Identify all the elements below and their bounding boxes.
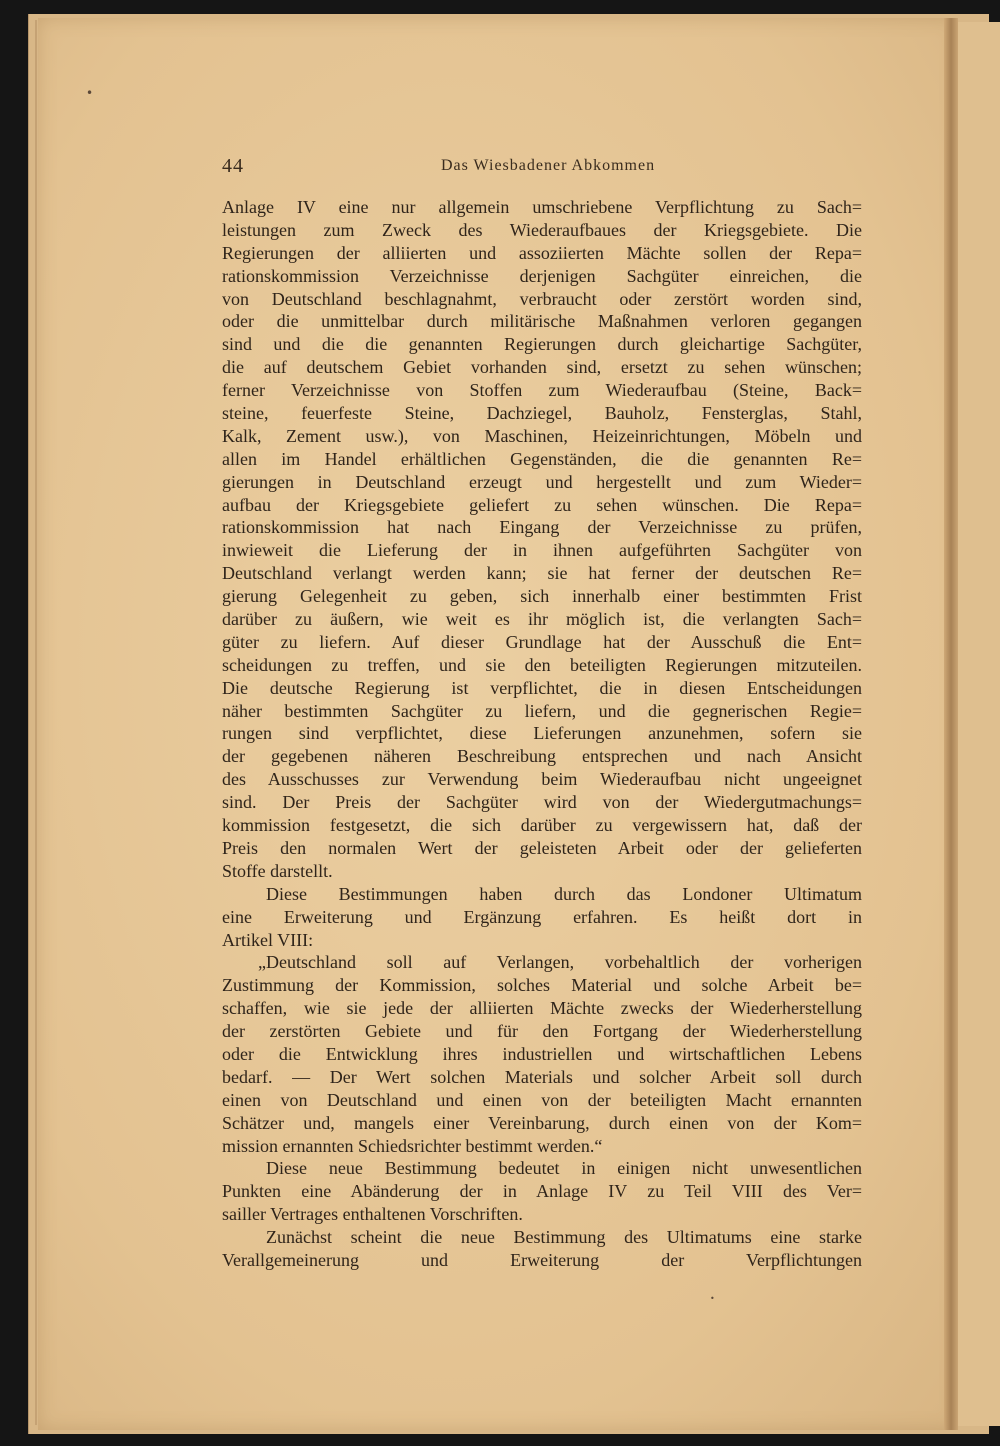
text-line: der zerstörten Gebiete und für den Fortgang der Wiederherstellung — [222, 1021, 862, 1042]
paper-speck: • — [86, 86, 94, 100]
text-line: kommission festgesetzt, die sich darüber zu vergewissern hat, daß der — [222, 815, 862, 836]
page-number: 44 — [222, 155, 244, 177]
text-line: von Deutschland beschlagnahmt, verbraucht oder zerstört worden sind, — [222, 288, 862, 309]
body-text — [222, 196, 862, 1272]
text-line: oder die unmittelbar durch militärische Maßnahmen verloren gegangen — [222, 311, 862, 332]
text-line: mission ernannten Schiedsrichter bestimmt werden.“ — [222, 1135, 603, 1156]
text-line: gierungen in Deutschland erzeugt und hergestellt und zum Wieder= — [222, 471, 862, 492]
text-line: allen im Handel erhältlichen Gegenständen, die die genannten Re= — [222, 448, 862, 469]
text-line: „Deutschland soll auf Verlangen, vorbehaltlich der vorherigen — [258, 952, 862, 973]
text-line: einen von Deutschland und einen von der beteiligten Macht ernannten — [222, 1089, 862, 1110]
text-line: darüber zu äußern, wie weit es ihr möglich ist, die verlangten Sach= — [222, 609, 862, 630]
text-line: schaffen, wie sie jede der alliierten Mächte zwecks der Wiederherstellung — [222, 998, 862, 1019]
text-line: sind. Der Preis der Sachgüter wird von der Wiedergutmachungs= — [222, 792, 862, 813]
text-line: güter zu liefern. Auf dieser Grundlage hat der Ausschuß die Ent= — [222, 631, 862, 652]
text-line: sailler Vertrages enthaltenen Vorschriften. — [222, 1204, 523, 1225]
text-line: näher bestimmten Sachgüter zu liefern, und die gegnerischen Regie= — [222, 700, 862, 721]
text-line: Stoffe darstellt. — [222, 860, 333, 881]
text-line: Verallgemeinerung und Erweiterung der Verpflichtungen — [222, 1249, 862, 1270]
text-line: der gegebenen näheren Beschreibung entsprechen und nach Ansicht — [222, 746, 862, 767]
text-line: Diese Bestimmungen haben durch das Londoner Ultimatum — [266, 883, 862, 904]
text-line: des Ausschusses zur Verwendung beim Wiederaufbau nicht ungeeignet — [222, 769, 862, 790]
text-line: gierung Gelegenheit zu geben, sich innerhalb einer bestimmten Frist — [222, 586, 862, 607]
text-line: aufbau der Kriegsgebiete geliefert zu sehen wünschen. Die Repa= — [222, 494, 862, 515]
text-line: ferner Verzeichnisse von Stoffen zum Wiederaufbau (Steine, Back= — [222, 380, 862, 401]
text-line: sind und die die genannten Regierungen durch gleichartige Sachgüter, — [222, 334, 862, 355]
text-line: Diese neue Bestimmung bedeutet in einigen nicht unwesentlichen — [266, 1158, 862, 1179]
text-line: steine, feuerfeste Steine, Dachziegel, Bauholz, Fensterglas, Stahl, — [222, 403, 862, 424]
book-gutter — [944, 18, 958, 1430]
text-line: rationskommission Verzeichnisse derjenigen Sachgüter einreichen, die — [222, 265, 862, 286]
text-line: Die deutsche Regierung ist verpflichtet, die in diesen Entscheidungen — [222, 677, 862, 698]
text-line: Schätzer und, mangels einer Vereinbarung, durch einen von der Kom= — [222, 1112, 862, 1133]
text-line: eine Erweiterung und Ergänzung erfahren. Es heißt dort in — [222, 906, 862, 927]
page-header — [222, 155, 862, 179]
facing-page-edge — [958, 22, 1000, 1426]
text-line: Zustimmung der Kommission, solches Material und solche Arbeit be= — [222, 975, 862, 996]
text-line: inwieweit die Lieferung der in ihnen aufgeführten Sachgüter von — [222, 540, 862, 561]
text-line: Artikel VIII: — [222, 929, 314, 950]
text-line: Preis den normalen Wert der geleisteten Arbeit oder der gelieferten — [222, 837, 862, 858]
text-line: Deutschland verlangt werden kann; sie hat ferner der deutschen Re= — [222, 563, 862, 584]
text-line: die auf deutschem Gebiet vorhanden sind, ersetzt zu sehen wünschen; — [222, 357, 862, 378]
running-title: Das Wiesbadener Abkommen — [440, 157, 656, 174]
text-line: rungen sind verpflichtet, diese Lieferungen anzunehmen, sofern sie — [222, 723, 862, 744]
text-line: Regierungen der alliierten und assoziierten Mächte sollen der Repa= — [222, 242, 862, 263]
text-line: Punkten eine Abänderung der in Anlage IV zu Teil VIII des Ver= — [222, 1181, 862, 1202]
text-line: Anlage IV eine nur allgemein umschriebene Verpflichtung zu Sach= — [222, 197, 862, 217]
text-line: Kalk, Zement usw.), von Maschinen, Heizeinrichtungen, Möbeln und — [222, 425, 862, 446]
text-line: scheidungen zu treffen, und sie den beteiligten Regierungen mitzuteilen. — [222, 654, 862, 675]
text-line: bedarf. — Der Wert solchen Materials und solcher Arbeit soll durch — [222, 1066, 862, 1087]
text-line: oder die Entwicklung ihres industriellen und wirtschaftlichen Lebens — [222, 1043, 862, 1064]
text-line: leistungen zum Zweck des Wiederaufbaues der Kriegsgebiete. Die — [222, 219, 862, 240]
text-line: rationskommission hat nach Eingang der Verzeichnisse zu prüfen, — [222, 517, 862, 538]
text-line: Zunächst scheint die neue Bestimmung des Ultimatums eine starke — [266, 1227, 862, 1248]
paper-speck: • — [710, 1294, 715, 1303]
